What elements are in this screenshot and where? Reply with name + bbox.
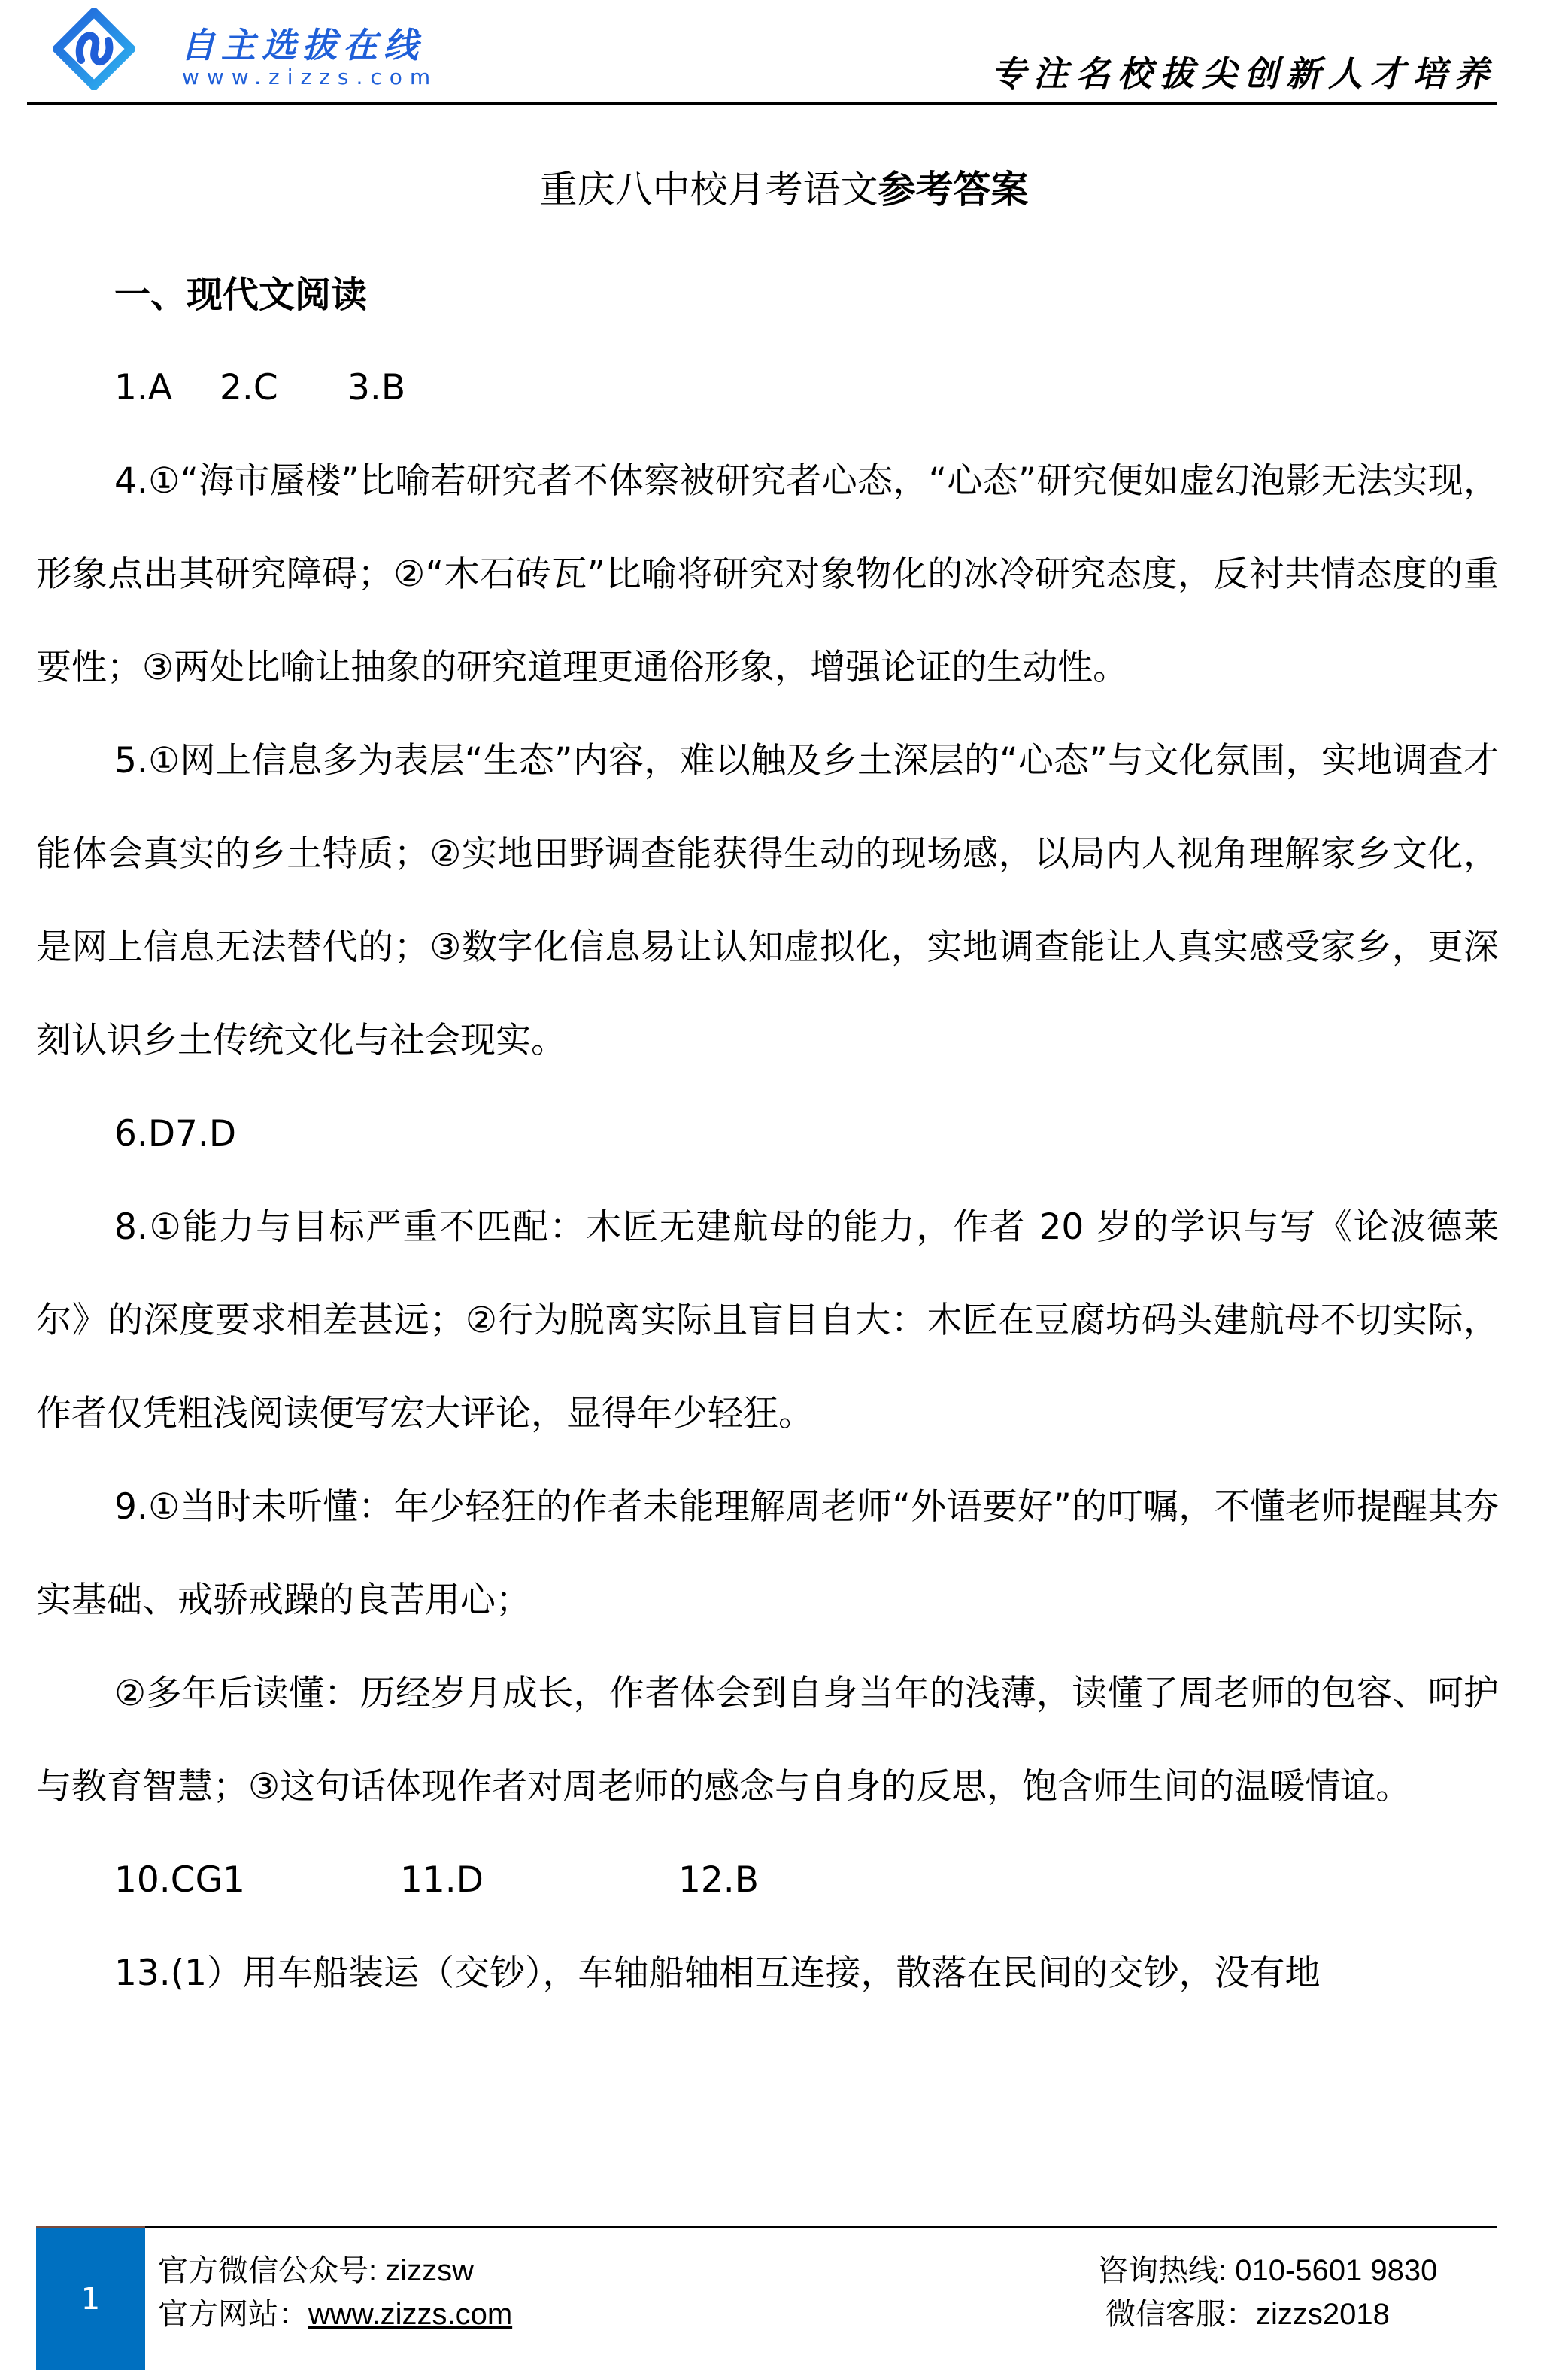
- logo-name: 自主选拔在线: [180, 25, 424, 65]
- answer-q4: 4.①“海市蜃楼”比喻若研究者不体察被研究者心态，“心态”研究便如虚幻泡影无法实现，形象点出其研究障碍；②“木石砖瓦”比喻将研究对象物化的冰冷研究态度，反衬共情态度的重要性；③两处比喻让抽象的研究道理更通俗形象，增强论证的生动性。: [36, 460, 1499, 688]
- answer-item: 2.C: [220, 367, 278, 408]
- website-label: 官方网站：: [158, 2298, 308, 2331]
- answer-q9-part1: 9.①当时未听懂：年少轻狂的作者未能理解周老师“外语要好”的叮嘱，不懂老师提醒其夯实基础、戒骄戒躁的良苦用心；: [36, 1486, 1499, 1621]
- answer-item: 1.A: [114, 367, 172, 408]
- page-number: 1: [80, 2281, 101, 2317]
- hotline: 咨询热线: 010-5601 9830: [1098, 2254, 1438, 2287]
- logo-url: www.zizzs.com: [182, 65, 438, 90]
- site-logo[interactable]: [53, 8, 444, 90]
- answer-q9-part2: ②多年后读懂：历经岁月成长，作者体会到自身当年的浅薄，读懂了周老师的包容、呵护与教育智慧；③这句话体现作者对周老师的感念与自身的反思，饱含师生间的温暖情谊。: [36, 1673, 1499, 1807]
- answer-item: 6.D7.D: [114, 1113, 237, 1155]
- answer-item: 11.D: [400, 1859, 484, 1901]
- footer-divider: [36, 2226, 1497, 2228]
- answers-row-1: [36, 341, 1499, 435]
- header-divider: [27, 102, 1497, 105]
- title-regular: 重庆八中校月考语文: [539, 168, 878, 211]
- wechat-service: 微信客服：zizzs2018: [1105, 2298, 1390, 2331]
- answer-q8: 8.①能力与目标严重不匹配：木匠无建航母的能力，作者 20 岁的学识与写《论波德莱尔》的深度要求相差甚远；②行为脱离实际且盲目自大：木匠在豆腐坊码头建航母不切实际，作者仅凭粗浅阅读便写宏大评论，显得年少轻狂。: [36, 1206, 1499, 1434]
- document-body: [36, 248, 1499, 2020]
- answer-item: 3.B: [347, 367, 406, 408]
- page-number-box: [36, 2228, 145, 2370]
- title-bold: 参考答案: [878, 168, 1029, 211]
- official-website: [158, 2293, 512, 2336]
- website-link[interactable]: www.zizzs.com: [308, 2298, 513, 2331]
- answers-row-2: [36, 1088, 1499, 1181]
- header-slogan: 专注名校拔尖创新人才培养: [991, 53, 1497, 94]
- footer-contact-left: [158, 2249, 512, 2336]
- section-heading: 一、现代文阅读: [114, 274, 368, 316]
- answer-item: 10.CG1: [114, 1859, 245, 1901]
- answers-row-3: [36, 1834, 1499, 1927]
- zizzs-logo-icon: [53, 8, 135, 90]
- page-title: [0, 159, 1568, 214]
- answer-item: 12.B: [678, 1859, 759, 1901]
- answer-q5: 5.①网上信息多为表层“生态”内容，难以触及乡土深层的“心态”与文化氛围，实地调查才能体会真实的乡土特质；②实地田野调查能获得生动的现场感，以局内人视角理解家乡文化，是网上信息无法替代的；③数字化信息易让认知虚拟化，实地调查能让人真实感受家乡，更深刻认识乡土传统文化与社会现实。: [36, 740, 1499, 1061]
- answer-q13: 13.(1）用车船装运（交钞），车轴船轴相互连接，散落在民间的交钞，没有地: [114, 1953, 1321, 1994]
- footer-contact-right: [1098, 2249, 1437, 2336]
- wechat-public-account: 官方微信公众号: zizzsw: [158, 2254, 474, 2287]
